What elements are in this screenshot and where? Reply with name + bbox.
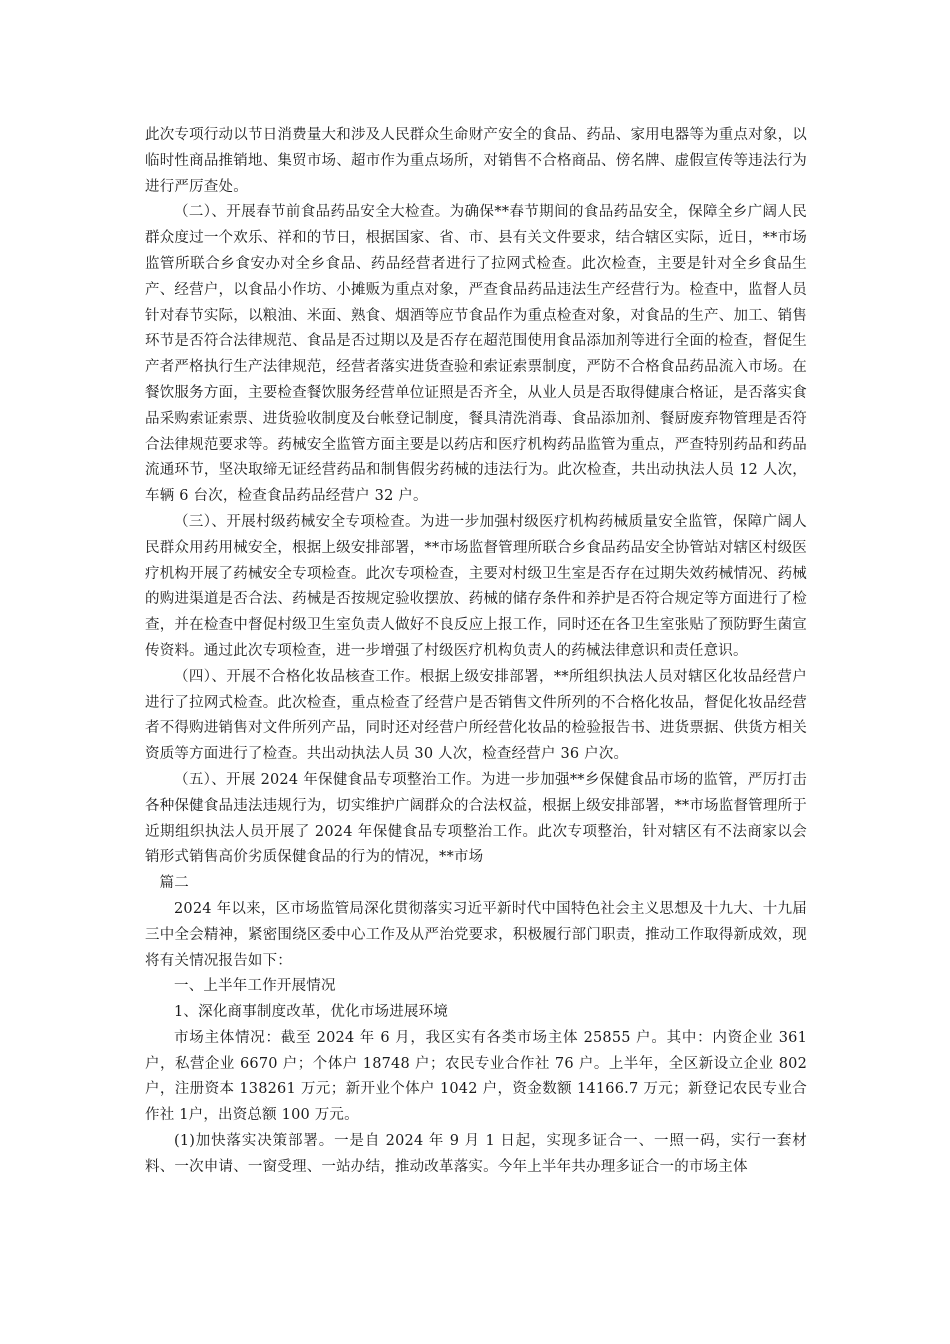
- body-paragraph: (1)加快落实决策部署。一是自 2024 年 9 月 1 日起，实现多证合一、一照一码，实行一套材料、一次申请、一窗受理、一站办结，推动改革落实。今年上半年共办理多证合一的市场主体: [145, 1133, 807, 1175]
- subsection-heading: 1、深化商事制度改革，优化市场进展环境: [174, 1004, 449, 1021]
- document-page: [145, 123, 807, 1181]
- body-paragraph: （三）、开展村级药械安全专项检查。为进一步加强村级医疗机构药械质量安全监管，保障广阔人民群众用药用械安全，根据上级安排部署，**市场监督管理所联合乡食品药品安全协管站对辖区村级医疗机构开展了药械安全专项检查。此次专项检查，主要对村级卫生室是否存在过期失效药械情况、药械的购进渠道是否合法、药械是否按规定验收摆放、药械的储存条件和养护是否符合规定等方面进行了检查，并在检查中督促村级卫生室负责人做好不良反应上报工作，同时还在各卫生室张贴了预防野生菌宣传资料。通过此次专项检查，进一步增强了村级医疗机构负责人的药械法律意识和责任意识。: [145, 513, 807, 659]
- body-paragraph: （二）、开展春节前食品药品安全大检查。为确保**春节期间的食品药品安全，保障全乡广阔人民群众度过一个欢乐、祥和的节日，根据国家、省、市、县有关文件要求，结合辖区实际，近日，**市场监管所联合乡食安办对全乡食品、药品经营者进行了拉网式检查。此次检查，主要是针对全乡食品生产、经营户，以食品小作坊、小摊贩为重点对象，严查食品药品违法生产经营行为。检查中，监督人员针对春节实际，以粮油、米面、熟食、烟酒等应节食品作为重点检查对象，对食品的生产、加工、销售环节是否符合法律规范、食品是否过期以及是否存在超范围使用食品添加剂等进行全面的检查，督促生产者严格执行生产法律规范，经营者落实进货查验和索证索票制度，严防不合格食品药品流入市场。在餐饮服务方面，主要检查餐饮服务经营单位证照是否齐全，从业人员是否取得健康合格证，是否落实食品采购索证索票、进货验收制度及台帐登记制度，餐具清洗消毒、食品添加剂、餐厨废弃物管理是否符合法律规范要求等。药械安全监管方面主要是以药店和医疗机构药品监管为重点，严查特别药品和药品流通环节，坚决取缔无证经营药品和制售假劣药械的违法行为。此次检查，共出动执法人员 12 人次，车辆 6 台次，检查食品药品经营户 32 户。: [145, 204, 807, 505]
- body-paragraph: 此次专项行动以节日消费量大和涉及人民群众生命财产安全的食品、药品、家用电器等为重点对象，以临时性商品推销地、集贸市场、超市作为重点场所，对销售不合格商品、傍名牌、虚假宣传等违法行为进行严厉查处。: [145, 127, 807, 195]
- body-paragraph: （四）、开展不合格化妆品核查工作。根据上级安排部署，**所组织执法人员对辖区化妆品经营户进行了拉网式检查。此次检查，重点检查了经营户是否销售文件所列的不合格化妆品，督促化妆品经营者不得购进销售对文件所列产品，同时还对经营户所经营化妆品的检验报告书、进货票据、供货方相关资质等方面进行了检查。共出动执法人员 30 人次，检查经营户 36 户次。: [145, 668, 807, 763]
- section-heading: 一、上半年工作开展情况: [174, 978, 336, 995]
- body-paragraph: 2024 年以来，区市场监管局深化贯彻落实习近平新时代中国特色社会主义思想及十九大、十九届三中全会精神，紧密围绕区委中心工作及从严治党要求，积极履行部门职责，推动工作取得新成效，现将有关情况报告如下：: [145, 900, 807, 969]
- body-paragraph: （五）、开展 2024 年保健食品专项整治工作。为进一步加强**乡保健食品市场的监管，严厉打击各种保健食品违法违规行为，切实维护广阔群众的合法权益，根据上级安排部署，**市场监督管理所于近期组织执法人员开展了 2024 年保健食品专项整治工作。此次专项整治，针对辖区有不法商家以会销形式销售高价劣质保健食品的行为的情况，**市场: [145, 771, 807, 866]
- body-paragraph: 市场主体情况：截至 2024 年 6 月，我区实有各类市场主体 25855 户。其中：内资企业 361 户，私营企业 6670 户；个体户 18748 户；农民专业合作社 76 户。上半年，全区新设立企业 802 户，注册资本 138261 万元；新开业个体户 1042 户，资金数额 14166.7 万元；新登记农民专业合作社 1户，出资总额 100 万元。: [145, 1029, 807, 1124]
- section-heading: 篇二: [159, 875, 189, 892]
